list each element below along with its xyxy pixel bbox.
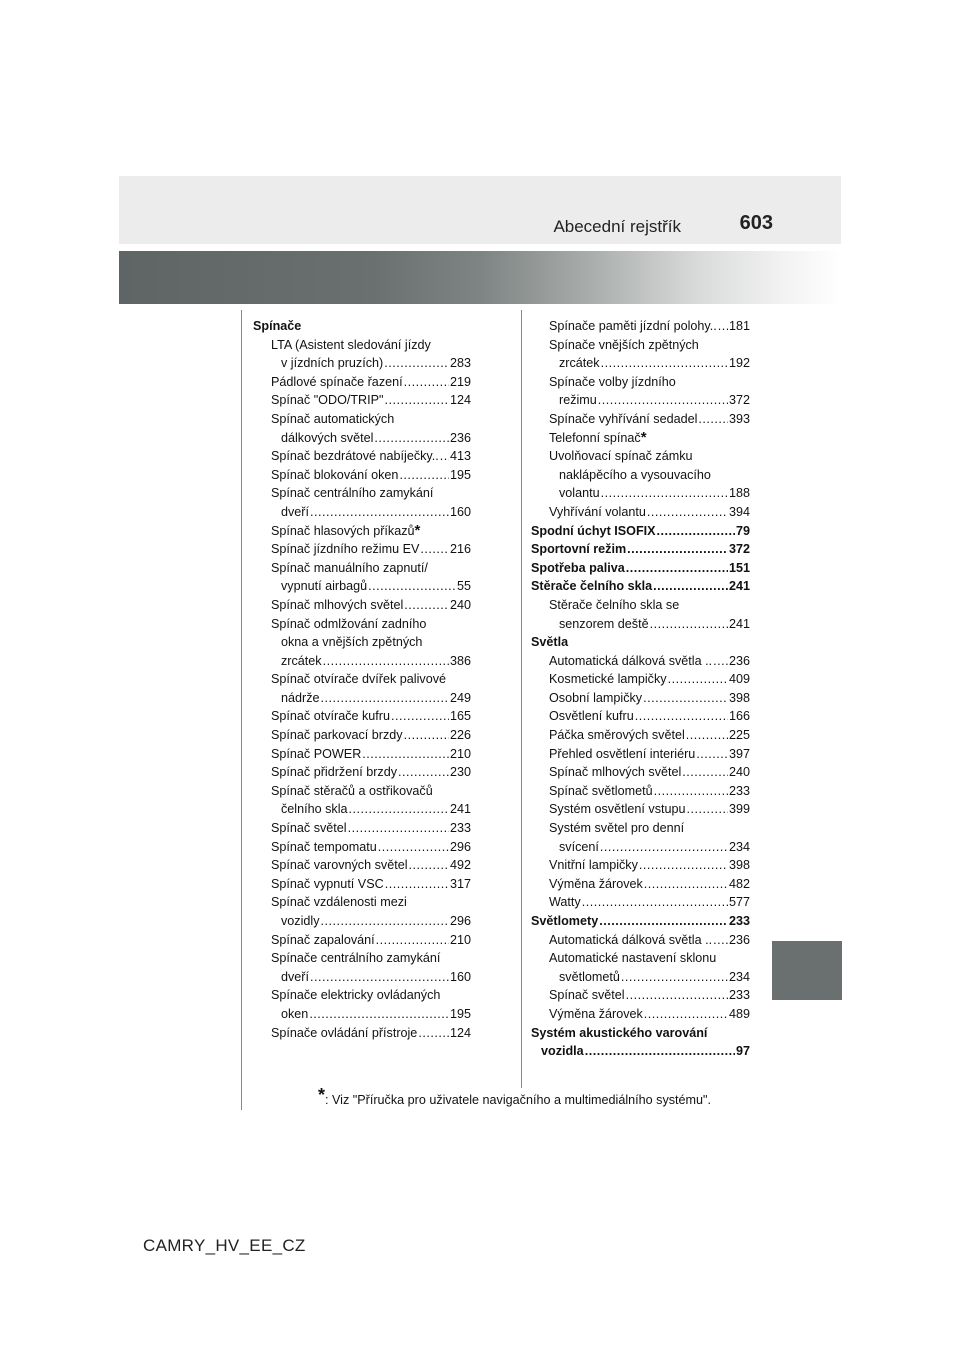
entry-text: Systém světel pro denní — [549, 821, 685, 836]
dot-leader — [582, 893, 728, 912]
index-entry — [531, 707, 750, 726]
dot-leader — [713, 652, 728, 671]
index-entry — [531, 819, 750, 838]
entry-text: Spínače centrálního zamykání — [271, 951, 441, 966]
entry-text: Spínač mlhových světel — [549, 765, 682, 780]
index-entry — [253, 968, 471, 987]
page-reference: 210 — [449, 932, 471, 947]
dot-leader — [686, 726, 728, 745]
dot-leader — [653, 577, 728, 596]
dot-leader — [376, 931, 449, 950]
index-entry — [531, 763, 750, 782]
entry-text: Spínače volby jízdního — [549, 374, 676, 389]
dot-leader — [398, 763, 449, 782]
page-reference: 241 — [449, 802, 471, 817]
dot-leader — [368, 577, 456, 596]
entry-text: zrcátek — [559, 356, 600, 371]
entry-text: Spínač POWER — [271, 746, 362, 761]
page-reference: 399 — [728, 802, 750, 817]
dot-leader — [687, 800, 728, 819]
entry-text: Výměna žárovek — [549, 1006, 643, 1021]
entry-text: Pádlové spínače řazení — [271, 374, 403, 389]
dot-leader — [644, 875, 728, 894]
entry-text: Spínač vzdálenosti mezi — [271, 895, 407, 910]
page-reference: 195 — [449, 1006, 471, 1021]
dot-leader — [599, 912, 728, 931]
dot-leader — [362, 745, 449, 764]
page-reference: 234 — [728, 969, 750, 984]
entry-text: Spínač světlometů — [549, 783, 653, 798]
index-entry — [253, 633, 471, 652]
dot-leader — [348, 819, 449, 838]
index-entry — [531, 503, 750, 522]
entry-text: oken — [281, 1006, 309, 1021]
entry-text: Páčka směrových světel — [549, 728, 685, 743]
entry-text: čelního skla — [281, 802, 348, 817]
dot-leader — [384, 354, 449, 373]
page-reference: 249 — [449, 690, 471, 705]
dot-leader — [321, 912, 449, 931]
dot-leader — [635, 707, 728, 726]
entry-text: volantu — [559, 486, 600, 501]
index-entry — [253, 949, 471, 968]
entry-text: Spínač otvírače dvířek palivové — [271, 672, 447, 687]
dot-leader — [627, 540, 728, 559]
entry-text: Spínače paměti jízdní polohy.. — [549, 319, 717, 333]
entry-text: Spínače elektricky ovládaných — [271, 988, 441, 1003]
dot-leader — [391, 707, 449, 726]
index-entry — [531, 912, 750, 931]
dot-leader — [626, 986, 728, 1005]
index-entry — [531, 800, 750, 819]
dot-leader — [644, 1005, 728, 1024]
entry-text: Spínač přidržení brzdy — [271, 765, 397, 780]
index-entry — [253, 577, 471, 596]
entry-text: nádrže — [281, 690, 320, 705]
index-entry — [253, 503, 471, 522]
page-reference: 236 — [728, 932, 750, 947]
entry-text: Spínač světel — [271, 821, 347, 836]
index-entry — [531, 968, 750, 987]
index-entry — [531, 391, 750, 410]
index-entry — [531, 986, 750, 1005]
entry-text: Systém akustického varování — [531, 1025, 708, 1040]
index-entry — [253, 912, 471, 931]
entry-text: Výměna žárovek — [549, 876, 643, 891]
dot-leader — [621, 968, 728, 987]
entry-text: Vnitřní lampičky — [549, 858, 638, 873]
index-entry — [253, 893, 471, 912]
dot-leader — [713, 931, 728, 950]
page-reference: 241 — [728, 616, 750, 631]
entry-text: Spínače ovládání přístroje — [271, 1025, 418, 1040]
entry-text: dálkových světel — [281, 430, 374, 445]
index-entry — [253, 745, 471, 764]
index-entry — [253, 559, 471, 578]
page-reference: 397 — [728, 746, 750, 761]
dot-leader — [385, 875, 449, 894]
page-reference: 317 — [449, 876, 471, 891]
entry-text: Spínač automatických — [271, 411, 395, 426]
page-reference: 181 — [728, 319, 750, 333]
entry-text: Spínač varovných světel — [271, 858, 408, 873]
page-reference: 234 — [728, 839, 750, 854]
document-code: CAMRY_HV_EE_CZ — [143, 1236, 306, 1255]
page-reference: 233 — [728, 988, 750, 1003]
index-entry — [253, 466, 471, 485]
dot-leader — [696, 745, 728, 764]
entry-text: senzorem deště — [559, 616, 649, 631]
entry-text: Watty — [549, 895, 581, 910]
dot-leader — [626, 559, 728, 578]
index-entry — [531, 336, 750, 355]
page-reference: 386 — [449, 653, 471, 668]
dot-leader — [598, 391, 728, 410]
page-reference: 230 — [449, 765, 471, 780]
index-entry — [531, 856, 750, 875]
footnote-marker: * — [318, 1085, 326, 1105]
page-reference: 394 — [728, 504, 750, 519]
index-entry: Spínač hlasových příkazů * — [271, 521, 421, 539]
dot-leader — [404, 373, 449, 392]
index-entry — [253, 410, 471, 429]
index-entry — [253, 317, 471, 336]
page-reference: 124 — [449, 1025, 471, 1040]
page-reference: 283 — [449, 356, 471, 371]
page-reference: 55 — [456, 579, 471, 594]
entry-text: zrcátek — [281, 653, 322, 668]
dot-leader — [643, 689, 728, 708]
entry-text: režimu — [559, 393, 597, 408]
entry-text: Systém osvětlení vstupu — [549, 802, 686, 817]
entry-text: Spínač otvírače kufru — [271, 709, 391, 724]
entry-text: LTA (Asistent sledování jízdy — [271, 337, 431, 352]
dot-leader — [374, 429, 449, 448]
entry-text: Automatická dálková světla .. — [549, 932, 713, 947]
page-header — [119, 176, 841, 244]
entry-text: Stěrače čelního skla — [531, 579, 653, 594]
index-entry — [253, 726, 471, 745]
index-entry — [531, 577, 750, 596]
page-reference: 219 — [449, 374, 471, 389]
dot-leader — [650, 615, 728, 634]
index-entry — [253, 707, 471, 726]
dot-leader — [321, 689, 449, 708]
entry-text: Osobní lampičky — [549, 690, 643, 705]
index-entry: Telefonní spínač * — [549, 428, 647, 446]
index-entry — [253, 838, 471, 857]
page-reference: 225 — [728, 728, 750, 743]
page-reference: 165 — [449, 709, 471, 724]
entry-text: světlometů — [559, 969, 620, 984]
dot-leader — [323, 652, 449, 671]
entry-text: Stěrače čelního skla se — [549, 597, 680, 612]
index-entry — [253, 856, 471, 875]
entry-text: vozidla — [541, 1044, 584, 1059]
page-reference: 151 — [728, 560, 750, 575]
index-entry — [253, 1024, 471, 1043]
index-column-left — [253, 317, 471, 1042]
page-reference: 492 — [449, 858, 471, 873]
index-entry — [531, 615, 750, 634]
dot-leader — [601, 354, 728, 373]
index-entry — [531, 689, 750, 708]
page-reference: 398 — [728, 690, 750, 705]
index-entry — [531, 484, 750, 503]
page-reference: 97 — [735, 1044, 750, 1059]
entry-text: Spínač mlhových světel — [271, 597, 404, 612]
index-entry — [531, 540, 750, 559]
index-entry — [253, 540, 471, 559]
index-entry — [531, 447, 750, 466]
entry-text: Spínač "ODO/TRIP" — [271, 393, 384, 408]
entry-text: Kosmetické lampičky — [549, 672, 667, 687]
index-entry — [531, 931, 750, 950]
page-number: 603 — [739, 212, 773, 234]
page-reference: 233 — [728, 783, 750, 798]
entry-text: naklápěcího a vysouvacího — [559, 467, 711, 482]
page-reference: 409 — [728, 672, 750, 687]
section-title: Abecední rejstřík — [553, 217, 681, 236]
index-entry — [253, 373, 471, 392]
page-reference: 79 — [735, 523, 750, 538]
entry-text: Spínač jízdního režimu EV — [271, 542, 420, 557]
dot-leader — [418, 1024, 449, 1043]
page-reference: 236 — [728, 653, 750, 668]
index-entry — [253, 819, 471, 838]
index-entry — [531, 1024, 750, 1043]
page-reference: 240 — [449, 597, 471, 612]
entry-text: dveří — [281, 504, 309, 519]
chapter-tab — [772, 941, 842, 1000]
dot-leader — [404, 726, 449, 745]
entry-text: vypnutí airbagů — [281, 579, 368, 594]
dot-leader — [682, 763, 728, 782]
dot-leader — [378, 838, 449, 857]
dot-leader — [440, 447, 449, 466]
dot-leader — [585, 1042, 735, 1061]
index-entry — [531, 949, 750, 968]
page-reference: 236 — [449, 430, 471, 445]
entry-text: Automatické nastavení sklonu — [549, 951, 717, 966]
page-reference: 296 — [449, 839, 471, 854]
entry-text: Spínač manuálního zapnutí/ — [271, 560, 428, 575]
index-entry — [531, 745, 750, 764]
index-entry — [253, 596, 471, 615]
index-entry — [531, 670, 750, 689]
index-entry — [253, 1005, 471, 1024]
index-entry — [531, 782, 750, 801]
index-entry — [531, 893, 750, 912]
index-entry — [253, 447, 471, 466]
index-entry — [253, 875, 471, 894]
entry-text: Světla — [531, 635, 569, 650]
index-entry — [253, 336, 471, 355]
entry-text: Spínač centrálního zamykání — [271, 486, 434, 501]
page-reference: 216 — [449, 542, 471, 557]
entry-text: Spínač blokování oken — [271, 467, 399, 482]
page-reference: 372 — [728, 393, 750, 408]
index-entry — [531, 559, 750, 578]
left-margin-rule — [241, 310, 242, 1110]
index-entry — [253, 484, 471, 503]
dot-leader — [657, 522, 735, 541]
entry-text: Spínač zapalování — [271, 932, 375, 947]
dot-leader — [647, 503, 728, 522]
index-entry — [253, 354, 471, 373]
page-reference: 241 — [728, 579, 750, 594]
index-entry — [253, 652, 471, 671]
entry-text: Spínače vyhřívání sedadel — [549, 411, 698, 426]
index-entry — [531, 522, 750, 541]
dot-leader — [600, 838, 728, 857]
page-reference: 210 — [449, 746, 471, 761]
index-entry — [531, 317, 750, 336]
entry-text: Osvětlení kufru — [549, 709, 634, 724]
dot-leader — [409, 856, 449, 875]
dot-leader — [698, 410, 728, 429]
entry-text: Spínač parkovací brzdy — [271, 728, 403, 743]
dot-leader — [639, 856, 728, 875]
entry-text: v jízdních pruzích) — [281, 356, 384, 371]
page-reference: 226 — [449, 728, 471, 743]
dot-leader — [420, 540, 449, 559]
entry-text: Spodní úchyt ISOFIX — [531, 523, 656, 538]
index-column-right — [531, 317, 750, 1061]
page-reference: 188 — [728, 486, 750, 501]
index-entry — [531, 596, 750, 615]
page-reference: 124 — [449, 393, 471, 408]
index-entry — [531, 633, 750, 652]
entry-text: Spínače vnějších zpětných — [549, 337, 699, 352]
index-entry — [253, 670, 471, 689]
page-reference: 398 — [728, 858, 750, 873]
entry-text: Spínač tempomatu — [271, 839, 377, 854]
page-reference: 577 — [728, 895, 750, 910]
page-reference: 160 — [449, 969, 471, 984]
index-entry — [531, 354, 750, 373]
index-entry — [531, 838, 750, 857]
entry-text: Spínač vypnutí VSC — [271, 876, 384, 891]
index-entry — [253, 615, 471, 634]
dot-leader — [718, 317, 728, 336]
page-reference: 296 — [449, 914, 471, 928]
page-reference: 489 — [728, 1006, 750, 1021]
entry-text: Vyhřívání volantu — [549, 504, 646, 519]
page-reference: 482 — [728, 876, 750, 891]
index-entry — [531, 1042, 750, 1061]
page-reference: 393 — [728, 411, 750, 426]
dot-leader — [349, 800, 449, 819]
dot-leader — [385, 391, 449, 410]
entry-text: Telefonní spínač — [549, 430, 641, 445]
index-entry — [531, 726, 750, 745]
dot-leader — [404, 596, 449, 615]
dot-leader — [310, 503, 449, 522]
entry-text: Automatická dálková světla .. — [549, 653, 713, 668]
entry-text: Spínače — [253, 319, 302, 333]
entry-text: dveří — [281, 969, 309, 984]
header-gradient-band — [119, 251, 841, 304]
page-reference: 233 — [728, 914, 750, 928]
index-entry — [253, 986, 471, 1005]
index-entry — [253, 689, 471, 708]
page-reference: 166 — [728, 709, 750, 724]
dot-leader — [399, 466, 449, 485]
entry-text: svícení — [559, 839, 599, 854]
entry-text: Spínač stěračů a ostřikovačů — [271, 783, 433, 798]
column-divider — [521, 310, 522, 1088]
index-entry — [531, 875, 750, 894]
index-entry — [531, 652, 750, 671]
entry-text: Spínač hlasových příkazů — [271, 523, 415, 538]
page-reference: 195 — [449, 467, 471, 482]
dot-leader — [668, 670, 728, 689]
page-reference: 233 — [449, 821, 471, 836]
index-entry — [253, 391, 471, 410]
index-entry — [253, 800, 471, 819]
entry-text: Spínač bezdrátové nabíječky.. — [271, 449, 439, 464]
dot-leader — [310, 968, 449, 987]
index-entry — [253, 931, 471, 950]
index-entry — [531, 466, 750, 485]
entry-text: Přehled osvětlení interiéru — [549, 746, 696, 761]
index-entry — [253, 429, 471, 448]
index-entry — [531, 1005, 750, 1024]
entry-text: okna a vnějších zpětných — [281, 635, 423, 650]
page-reference: 192 — [728, 356, 750, 371]
page-reference: 413 — [449, 449, 471, 464]
index-entry — [253, 782, 471, 801]
dot-leader — [309, 1005, 449, 1024]
page-reference: 240 — [728, 765, 750, 780]
page-reference: 160 — [449, 504, 471, 519]
entry-text: Sportovní režim — [531, 542, 627, 557]
entry-text: vozidly — [281, 914, 320, 928]
entry-text: Spínač odmlžování zadního — [271, 616, 427, 631]
index-entry — [531, 373, 750, 392]
dot-leader — [601, 484, 728, 503]
page-reference: 372 — [728, 542, 750, 557]
footnote-text: : Viz "Příručka pro uživatele navigačního a multimediálního systému". — [325, 1093, 712, 1107]
entry-text: Uvolňovací spínač zámku — [549, 449, 693, 464]
index-entry — [253, 763, 471, 782]
index-entry — [531, 410, 750, 429]
entry-text: Spotřeba paliva — [531, 560, 625, 575]
footnote — [318, 1085, 712, 1107]
entry-text: Světlomety — [531, 914, 599, 928]
entry-text: Spínač světel — [549, 988, 625, 1003]
dot-leader — [654, 782, 728, 801]
